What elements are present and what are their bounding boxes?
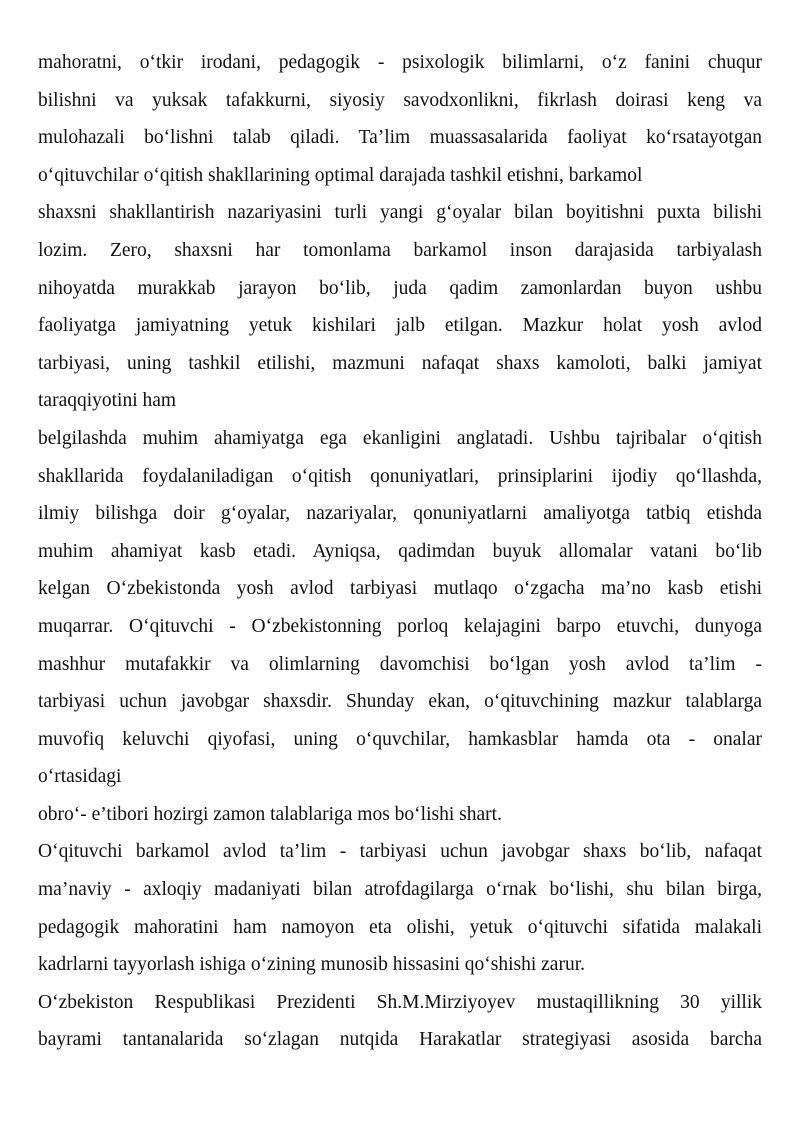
text-line: o‘rtasidagi [38, 766, 122, 788]
text-line: taraqqiyotini ham [38, 390, 177, 412]
text-line: bilishni va yuksak tafakkurni, siyosiy savodxonlikni, fikrlash doirasi keng va [38, 89, 762, 111]
text-line: kelgan O‘zbekistonda yosh avlod tarbiyasi mutlaqo o‘zgacha ma’no kasb etishi [38, 578, 762, 600]
text-line: kadrlarni tayyorlash ishiga o‘zining munosib hissasini qo‘shishi zarur. [38, 954, 585, 976]
text-line: pedagogik mahoratini ham namoyon eta olishi, yetuk o‘qituvchi sifatida malakali [38, 916, 762, 938]
text-line: mahoratni, o‘tkir irodani, pedagogik - psixologik bilimlarni, o‘z fanini chuqur [38, 52, 762, 73]
text-line: muqarrar. O‘qituvchi - O‘zbekistonning porloq kelajagini barpo etuvchi, dunyoga [38, 615, 762, 637]
text-line: obro‘- e’tibori hozirgi zamon talablariga mos bo‘lishi shart. [38, 803, 502, 825]
text-line: muhim ahamiyat kasb etadi. Ayniqsa, qadimdan buyuk allomalar vatani bo‘lib [38, 540, 762, 562]
text-line: ma’naviy - axloqiy madaniyati bilan atrofdagilarga o‘rnak bo‘lishi, shu bilan birga, [38, 879, 762, 901]
text-line: shaxsni shakllantirish nazariyasini turli yangi g‘oyalar bilan boyitishni puxta bilishi [38, 202, 762, 224]
text-line: tarbiyasi uchun javobgar shaxsdir. Shunday ekan, o‘qituvchining mazkur talablarga [38, 691, 762, 713]
text-line: nihoyatda murakkab jarayon bo‘lib, juda qadim zamonlardan buyon ushbu [38, 277, 762, 299]
text-line: ilmiy bilishga doir g‘oyalar, nazariyalar, qonuniyatlarni amaliyotga tatbiq etishda [38, 503, 762, 525]
document-page [38, 44, 762, 1059]
text-line: mulohazali bo‘lishni talab qiladi. Ta’lim muassasalarida faoliyat ko‘rsatayotgan [38, 127, 762, 149]
text-line: tarbiyasi, uning tashkil etilishi, mazmuni nafaqat shaxs kamoloti, balki jamiyat [38, 352, 762, 374]
text-line: faoliyatga jamiyatning yetuk kishilari jalb etilgan. Mazkur holat yosh avlod [38, 315, 762, 337]
text-line: shakllarida foydalaniladigan o‘qitish qonuniyatlari, prinsiplarini ijodiy qo‘llashda, [38, 465, 762, 487]
text-line: belgilashda muhim ahamiyatga ega ekanligini anglatadi. Ushbu tajribalar o‘qitish [38, 427, 762, 449]
text-line: o‘qituvchilar o‘qitish shakllarining optimal darajada tashkil etishni, barkamol [38, 164, 643, 186]
text-line: lozim. Zero, shaxsni har tomonlama barkamol inson darajasida tarbiyalash [38, 239, 762, 261]
text-line: O‘qituvchi barkamol avlod ta’lim - tarbiyasi uchun javobgar shaxs bo‘lib, nafaqat [38, 841, 762, 863]
text-line: mashhur mutafakkir va olimlarning davomchisi bo‘lgan yosh avlod ta’lim - [38, 653, 762, 675]
text-line: O‘zbekiston Respublikasi Prezidenti Sh.M.Mirziyoyev mustaqillikning 30 yillik [38, 991, 762, 1013]
text-line: muvofiq keluvchi qiyofasi, uning o‘quvchilar, hamkasblar hamda ota - onalar [38, 728, 762, 750]
text-line: bayrami tantanalarida so‘zlagan nutqida Harakatlar strategiyasi asosida barcha [38, 1029, 762, 1051]
